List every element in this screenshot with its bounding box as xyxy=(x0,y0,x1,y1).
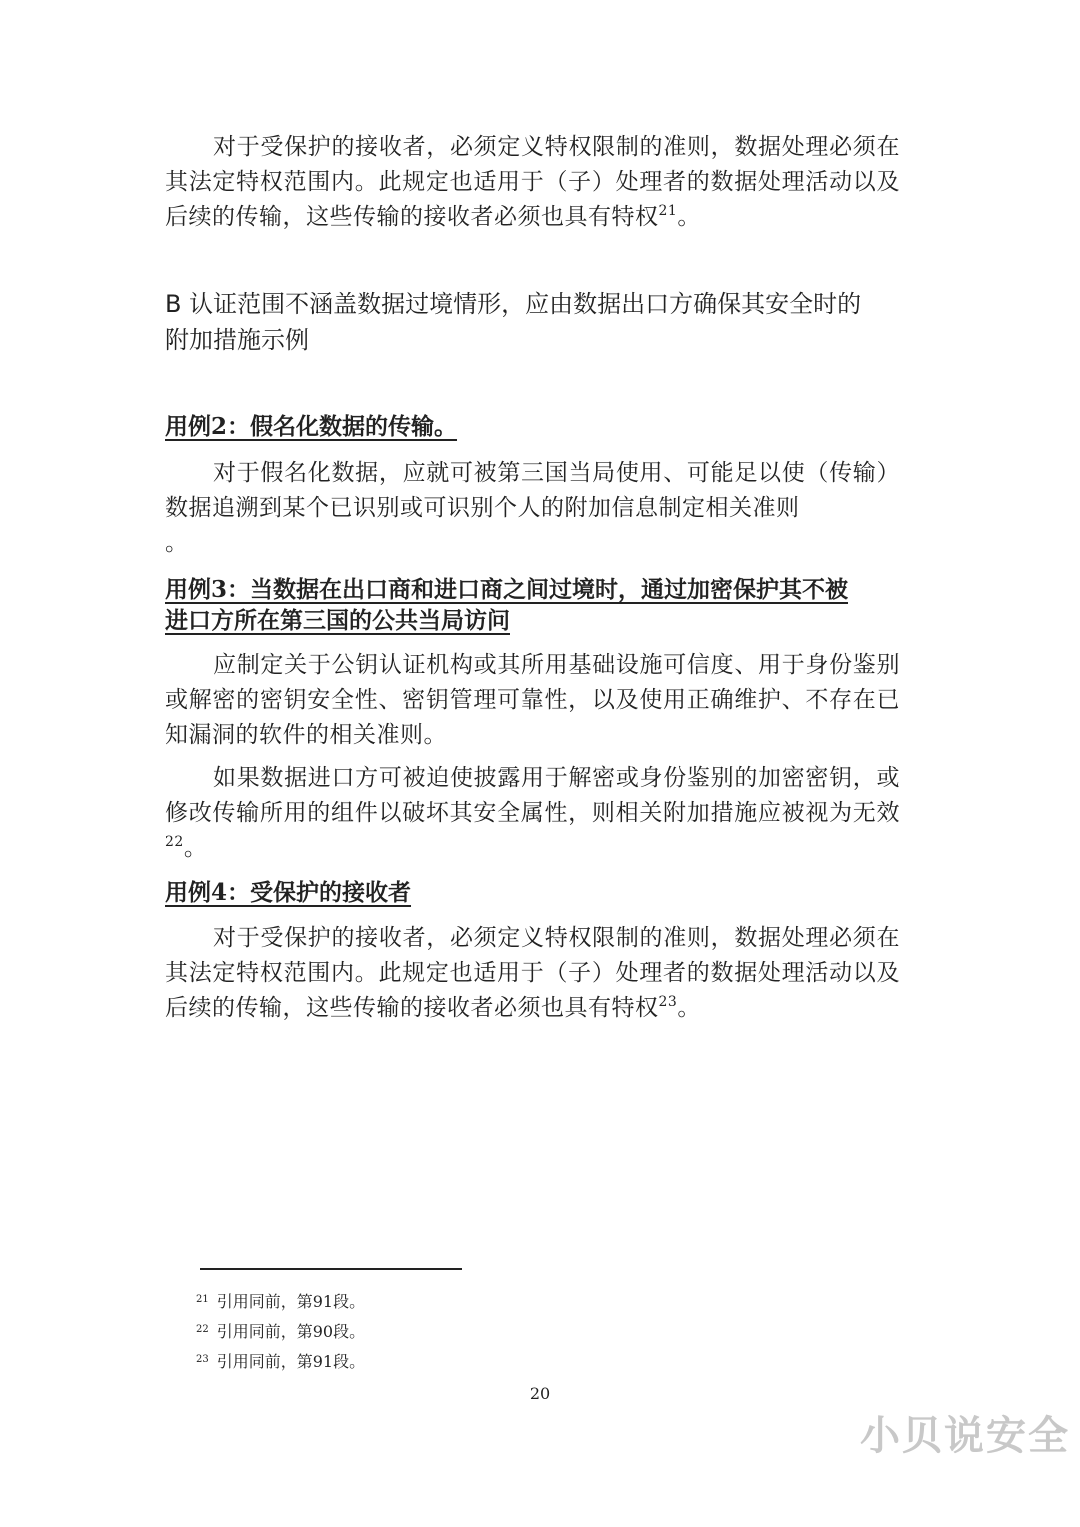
case4-paragraph: 对于受保护的接收者，必须定义特权限制的准则，数据处理必须在其法定特权范围内。此规定也适用于（子）处理者的数据处理活动以及后续的传输，这些传输的接收者必须也具有特权$^{23}$。 xyxy=(165,925,900,1021)
footnote-number: 21 xyxy=(196,1294,209,1305)
case3-section xyxy=(165,574,900,636)
footnote-ref-22[interactable]: 22 xyxy=(165,834,184,850)
case2-heading: 用例2：假名化数据的传输。 xyxy=(165,413,458,440)
case3-heading-line1: 用例3：当数据在出口商和进口商之间过境时，通过加密保护其不被 xyxy=(165,576,849,603)
footnote-text: 引用同前，第90段。 xyxy=(216,1322,366,1341)
section-b-heading xyxy=(165,286,900,358)
footnote-number: 22 xyxy=(196,1324,209,1335)
footnote-text: 引用同前，第91段。 xyxy=(216,1292,366,1311)
intro-paragraph-block xyxy=(165,130,900,235)
footnote-number: 23 xyxy=(196,1354,209,1365)
footnote-divider xyxy=(200,1268,462,1270)
case2-section xyxy=(165,411,900,442)
case2-paragraph: 对于假名化数据，应就可被第三国当局使用、可能足以使（传输）数据追溯到某个已识别或可识别个人的附加信息制定相关准则 。 xyxy=(165,460,900,556)
footnote-21 xyxy=(196,1290,365,1312)
footnote-23 xyxy=(196,1350,365,1372)
case3-paragraph2-block xyxy=(165,761,900,866)
section-b-heading-line1: B 认证范围不涵盖数据过境情形，应由数据出口方确保其安全时的 xyxy=(165,290,862,318)
section-b-heading-line2: 附加措施示例 xyxy=(165,326,309,354)
case4-heading: 用例4：受保护的接收者 xyxy=(165,879,412,906)
footnote-text: 引用同前，第91段。 xyxy=(216,1352,366,1371)
intro-paragraph: 对于受保护的接收者，必须定义特权限制的准则，数据处理必须在其法定特权范围内。此规定也适用于（子）处理者的数据处理活动以及后续的传输，这些传输的接收者必须也具有特权$^{21}$。 xyxy=(165,134,900,230)
case3-paragraph2: 如果数据进口方可被迫使披露用于解密或身份鉴别的加密密钥，或修改传输所用的组件以破坏其安全属性，则相关附加措施应被视为无效$^{22}$。 xyxy=(165,765,900,861)
case3-paragraph1: 应制定关于公钥认证机构或其所用基础设施可信度、用于身份鉴别或解密的密钥安全性、密钥管理可靠性，以及使用正确维护、不存在已知漏洞的软件的相关准则。 xyxy=(165,652,900,748)
footnote-22 xyxy=(196,1320,365,1342)
watermark: 小贝说安全 xyxy=(860,1413,1070,1459)
case3-paragraph1-block xyxy=(165,648,900,753)
footnote-ref-23[interactable]: 23 xyxy=(658,994,678,1010)
case2-paragraph-block xyxy=(165,456,900,561)
page-number: 20 xyxy=(529,1384,551,1403)
case4-section xyxy=(165,877,900,908)
case3-heading-line2: 进口方所在第三国的公共当局访问 xyxy=(165,607,510,634)
case4-paragraph-block xyxy=(165,921,900,1026)
footnote-ref-21[interactable]: 21 xyxy=(658,203,678,219)
